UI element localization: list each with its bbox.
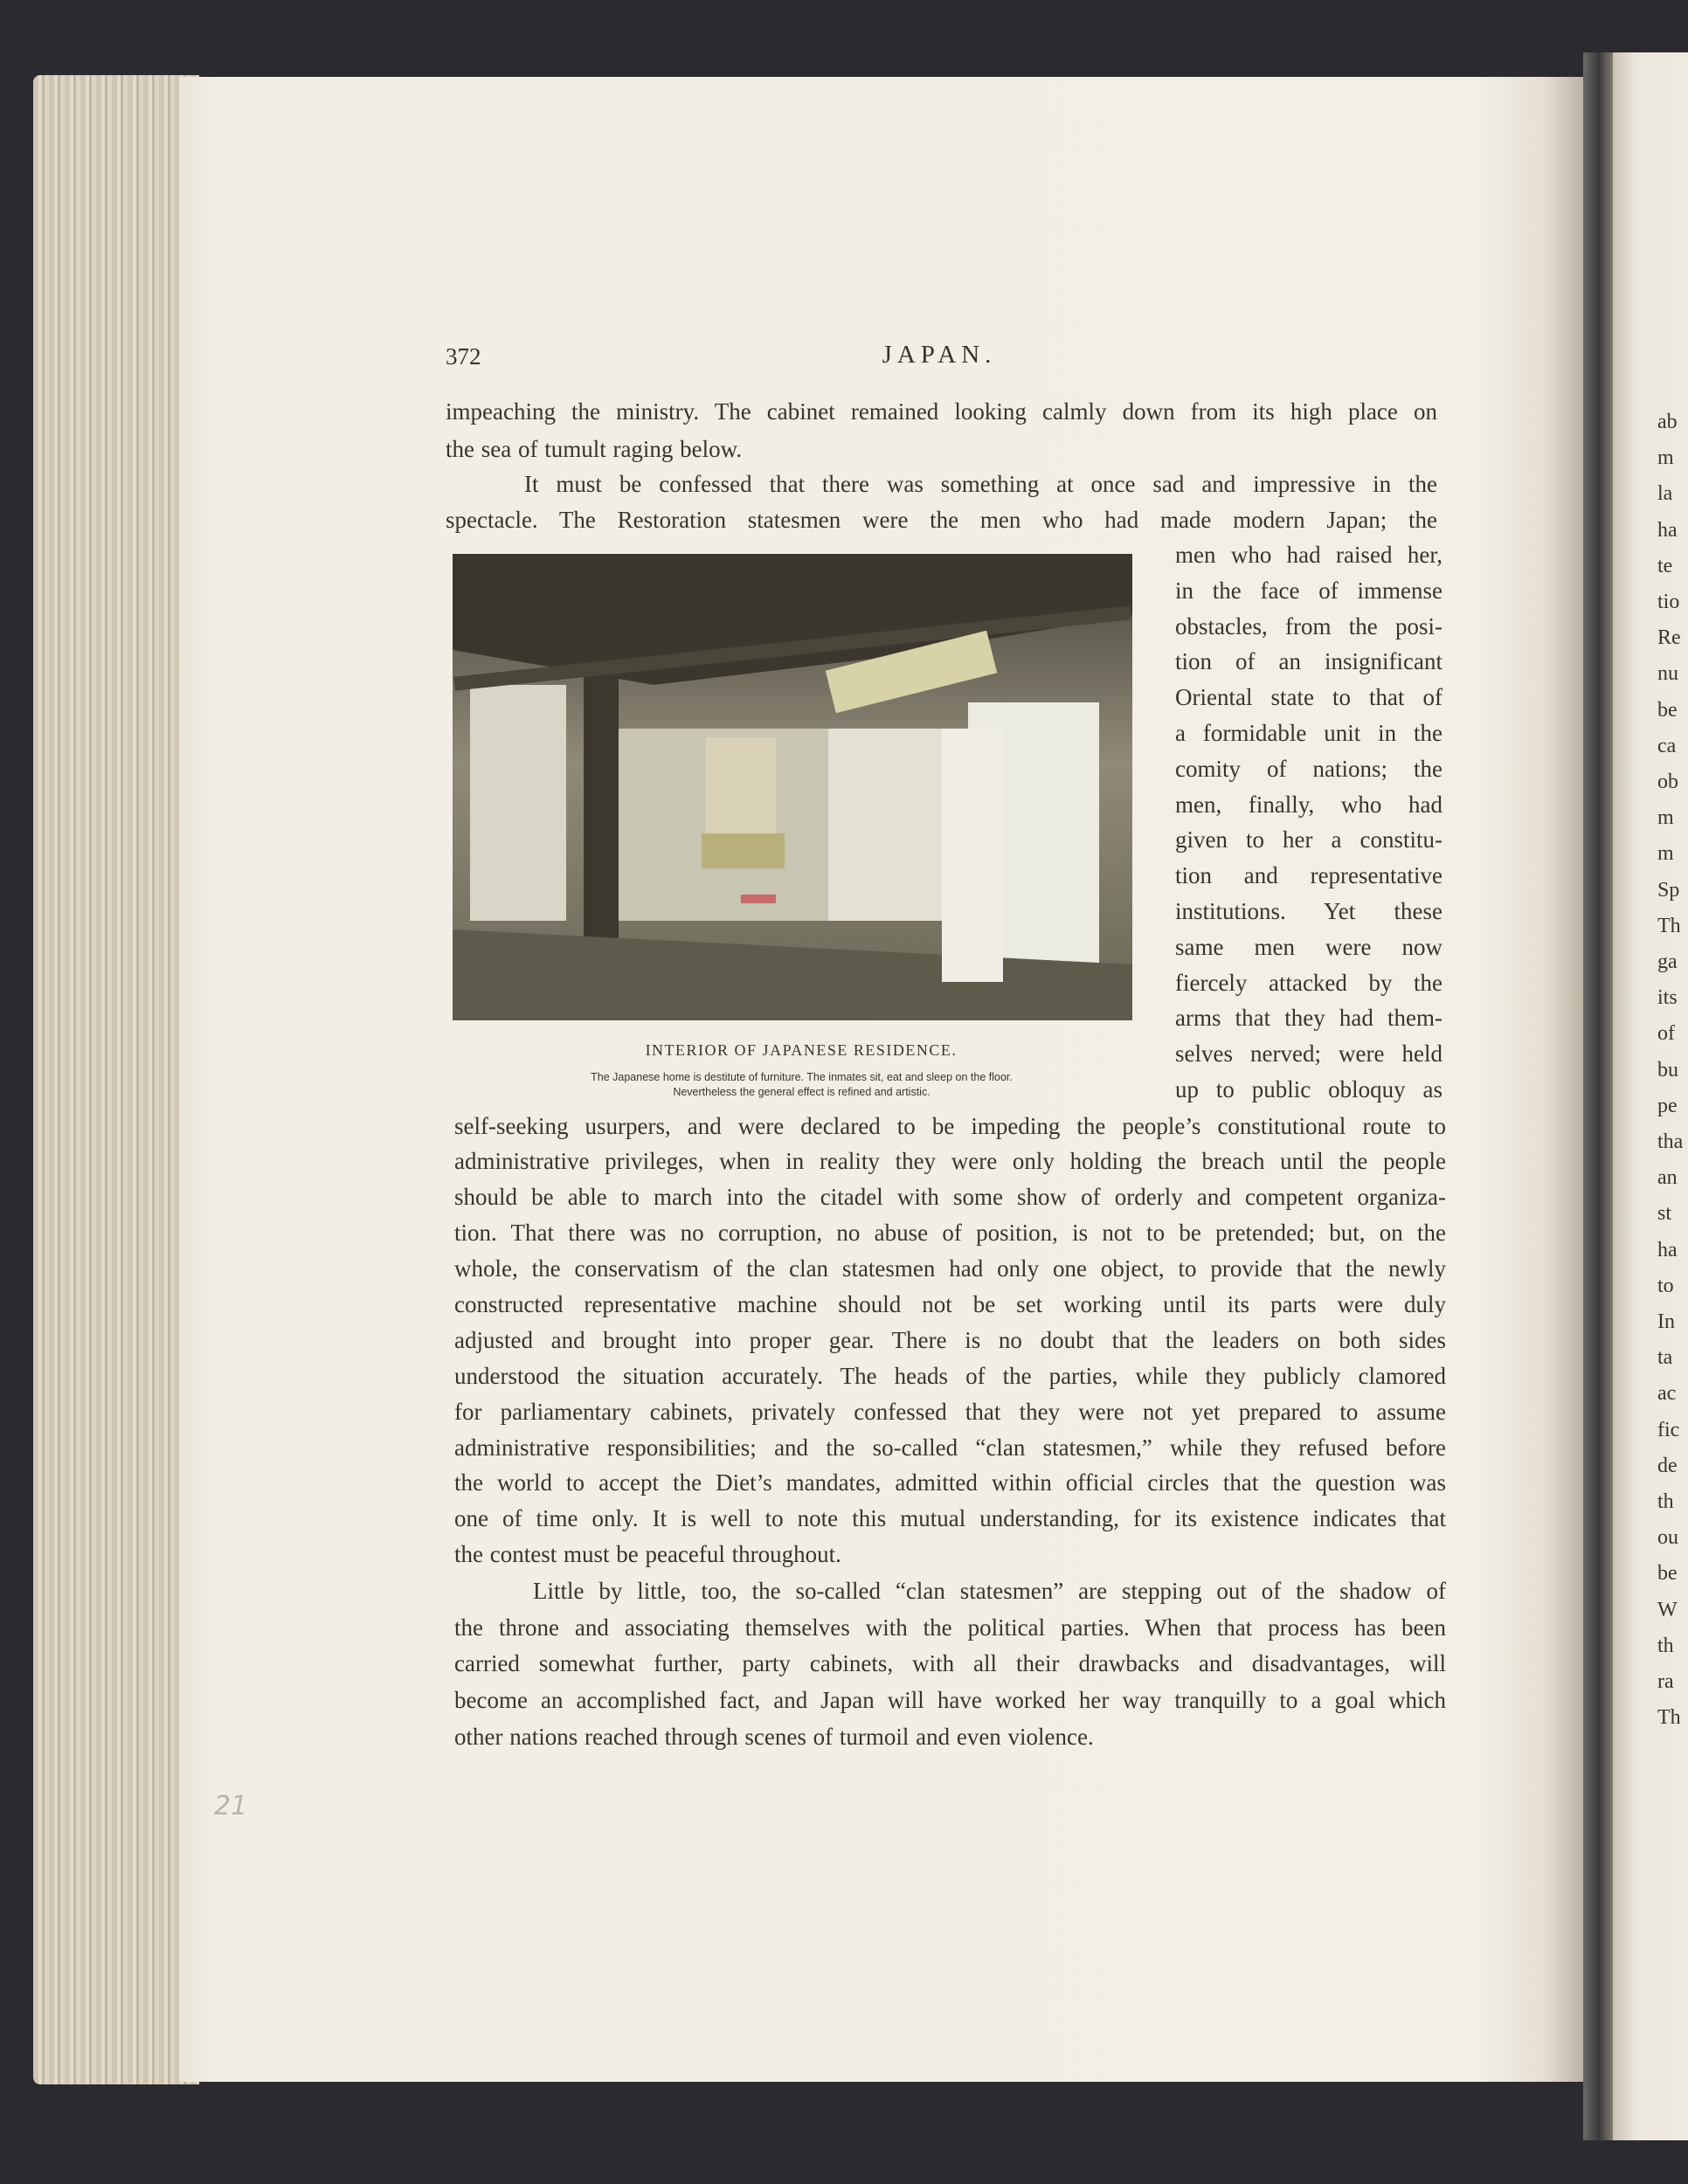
body-line: one of time only. It is well to note this mutual understanding, for its existence indicates that [454, 1505, 1446, 1532]
facing-page-line: be [1657, 1562, 1678, 1586]
body-line: spectacle. The Restoration statesmen were the men who had made modern Japan; the [446, 507, 1437, 534]
facing-page-line: ra [1657, 1670, 1674, 1693]
facing-page-line: la [1657, 482, 1673, 506]
facing-page-line: bu [1657, 1058, 1678, 1082]
figure-title: INTERIOR OF JAPANESE RESIDENCE. [645, 1041, 958, 1059]
body-line: understood the situation accurately. The heads of the parties, while they publicly clamored [454, 1362, 1446, 1389]
body-line: the sea of tumult raging below. [446, 435, 743, 462]
body-line: tion and representative [1175, 862, 1442, 889]
figure-caption-line: The Japanese home is destitute of furniture. The inmates sit, eat and sleep on the floor. [591, 1071, 1013, 1083]
book-gutter [1583, 52, 1615, 2140]
body-line: up to public obloquy as [1175, 1076, 1442, 1103]
facing-page-line: de [1657, 1454, 1678, 1477]
running-head: JAPAN. [882, 341, 997, 369]
body-line: for parliamentary cabinets, privately confessed that they were not yet prepared to assume [454, 1398, 1446, 1425]
body-line: given to her a constitu- [1175, 826, 1442, 854]
body-line: Little by little, too, the so-called “clan statesmen” are stepping out of the shadow of [533, 1577, 1446, 1604]
body-line: arms that they had them- [1175, 1005, 1442, 1032]
facing-page-line: ob [1657, 771, 1678, 793]
body-line: whole, the conservatism of the clan statesmen had only one object, to provide that the newly [454, 1255, 1446, 1282]
facing-page-line: m [1657, 806, 1674, 830]
facing-page-line: In [1657, 1310, 1675, 1333]
facing-page-line: m [1657, 446, 1674, 470]
body-line: comity of nations; the [1175, 755, 1442, 782]
body-line: should be able to march into the citadel with some show of orderly and competent organiza- [454, 1184, 1446, 1211]
facing-page-line: th [1657, 1490, 1674, 1513]
facing-page-line: ou [1657, 1526, 1678, 1550]
body-line: tion of an insignificant [1175, 648, 1442, 675]
facing-page-line: W [1657, 1598, 1678, 1621]
facing-page-line: te [1657, 554, 1673, 577]
facing-page-line: tha [1657, 1130, 1684, 1153]
facing-page-line: ca [1657, 734, 1677, 757]
facing-page-line: be [1657, 698, 1678, 722]
facing-page-line: an [1657, 1166, 1678, 1190]
facing-page-line: tio [1657, 591, 1680, 613]
body-line: fiercely attacked by the [1175, 969, 1442, 996]
body-line: Oriental state to that of [1175, 684, 1442, 711]
body-line: the world to accept the Diet’s mandates, admitted within official circles that the question was [454, 1469, 1446, 1496]
facing-page-line: of [1657, 1022, 1675, 1046]
body-line: self-seeking usurpers, and were declared to be impeding the people’s constitutional route to [454, 1112, 1446, 1139]
facing-page-line: pe [1657, 1094, 1678, 1117]
facing-page-line: ac [1657, 1382, 1677, 1406]
body-line: men who had raised her, [1175, 542, 1442, 568]
facing-page-line: to [1657, 1274, 1674, 1297]
photo-interior-japanese-residence [453, 554, 1132, 1020]
pencil-annotation: 21 [214, 1791, 248, 1821]
body-line: become an accomplished fact, and Japan will have worked her way tranquilly to a goal which [454, 1687, 1446, 1714]
page-edges [33, 75, 199, 2084]
figure-caption-line: Nevertheless the general effect is refined and artistic. [673, 1086, 930, 1098]
body-line: tion. That there was no corruption, no abuse of position, is not to be pretended; but, on the [454, 1220, 1446, 1247]
body-line: the throne and associating themselves with the political parties. When that process has been [454, 1614, 1446, 1641]
facing-page-line: m [1657, 842, 1674, 866]
facing-page-line: Re [1657, 626, 1681, 650]
page-number: 372 [446, 343, 481, 370]
body-line: institutions. Yet these [1175, 898, 1442, 925]
facing-page-line: fic [1657, 1418, 1680, 1441]
facing-page-line: ta [1657, 1346, 1673, 1370]
body-line: administrative privileges, when in reality they were only holding the breach until the people [454, 1148, 1446, 1175]
body-line: It must be confessed that there was something at once sad and impressive in the [524, 470, 1437, 497]
facing-page-line: ga [1657, 950, 1678, 973]
facing-page-line: ab [1657, 411, 1678, 433]
body-line: selves nerved; were held [1175, 1040, 1442, 1068]
facing-page-line: Th [1657, 1706, 1681, 1730]
body-line: impeaching the ministry. The cabinet remained looking calmly down from its high place on [446, 397, 1437, 425]
facing-page-line: Sp [1657, 878, 1680, 902]
facing-page-line: ha [1657, 518, 1678, 542]
body-line: in the face of immense [1175, 577, 1442, 604]
body-line: constructed representative machine should not be set working until its parts were duly [454, 1290, 1446, 1317]
body-line: obstacles, from the posi- [1175, 612, 1442, 639]
body-line: adjusted and brought into proper gear. There is no doubt that the leaders on both sides [454, 1326, 1446, 1353]
facing-page-line: nu [1657, 662, 1678, 686]
facing-page-line: th [1657, 1634, 1674, 1657]
body-line: a formidable unit in the [1175, 720, 1442, 747]
facing-page-line: Th [1657, 914, 1681, 937]
body-line: the contest must be peaceful throughout. [454, 1541, 841, 1568]
facing-page-line: its [1657, 986, 1678, 1010]
facing-page-line: st [1657, 1202, 1672, 1226]
body-line: carried somewhat further, party cabinets, with all their drawbacks and disadvantages, will [454, 1650, 1446, 1677]
body-line: administrative responsibilities; and the so-called “clan statesmen,” while they refused before [454, 1434, 1446, 1461]
body-line: other nations reached through scenes of turmoil and even violence. [454, 1723, 1094, 1750]
facing-page-line: ha [1657, 1238, 1678, 1261]
body-line: men, finally, who had [1175, 791, 1442, 818]
body-line: same men were now [1175, 933, 1442, 960]
